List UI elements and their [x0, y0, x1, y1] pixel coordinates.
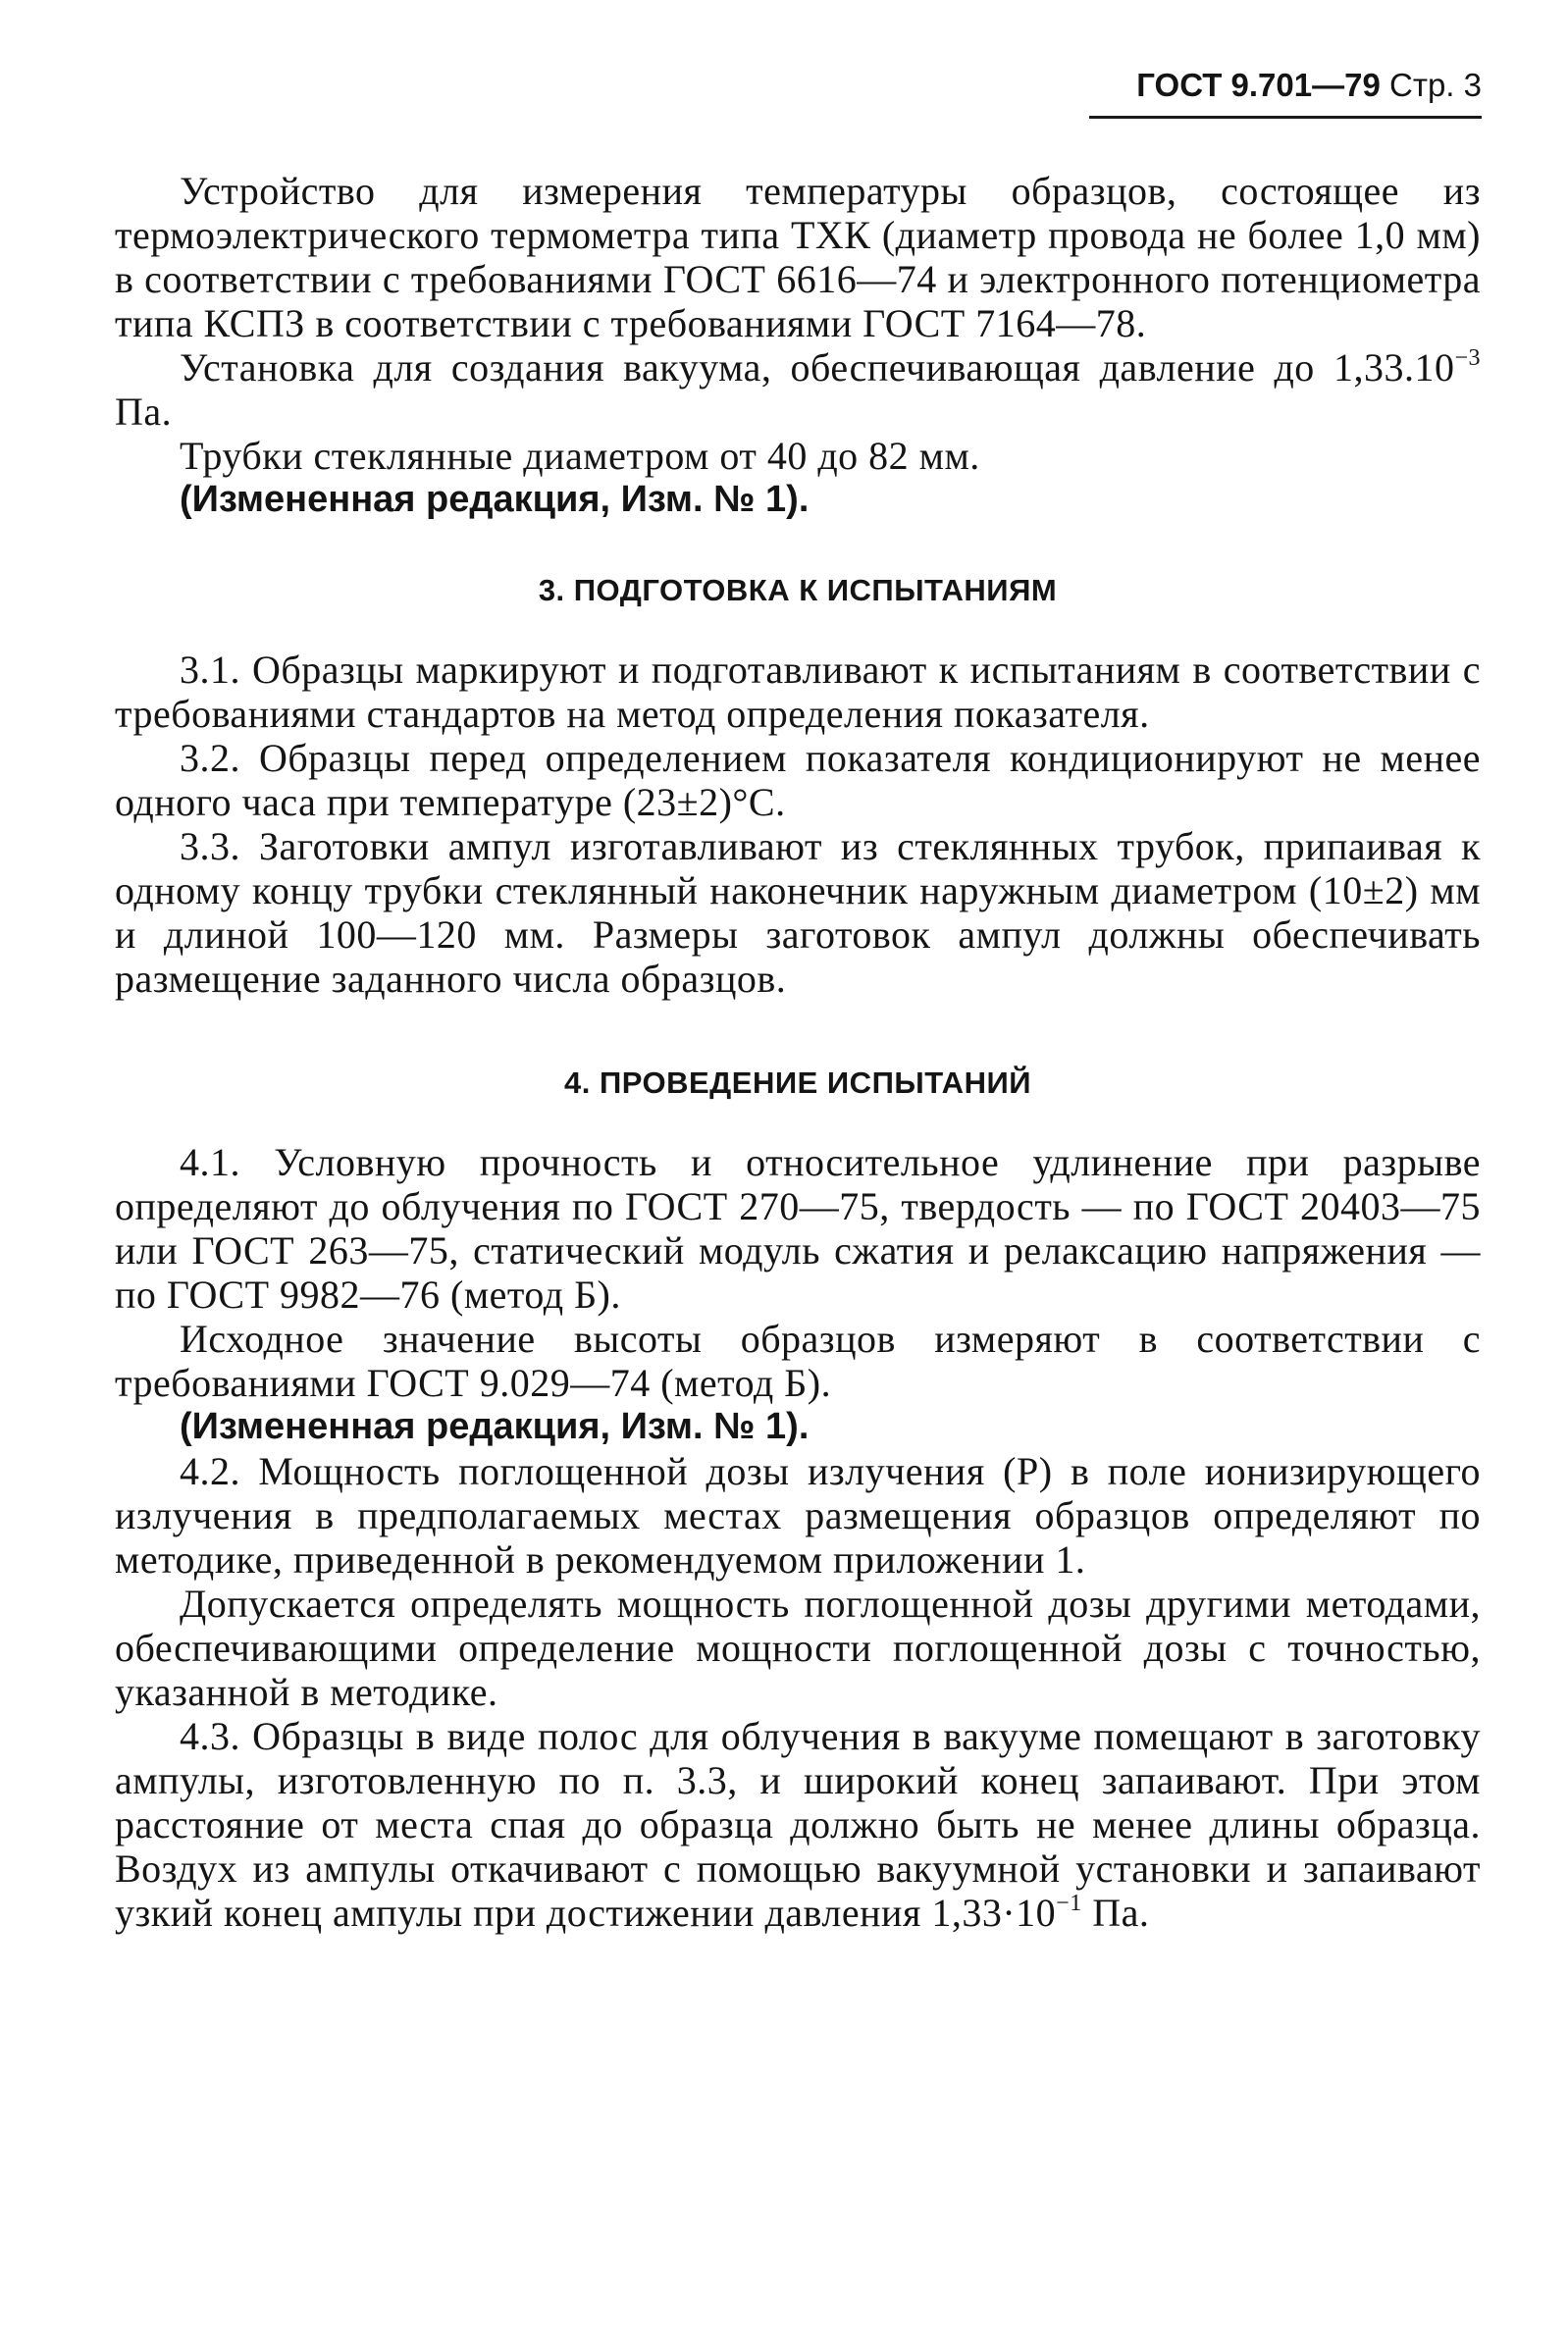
paragraph-temperature-device: Устройство для измерения температуры образцов, состоящее из термоэлектрического термометра типа ТХК (диаметр провода не более 1,0 мм) в соответствии с требованиями ГОСТ 6616—74 и электронного потенциометра типа КСПЗ в соответствии с требованиями ГОСТ 7164—78.: [115, 169, 1481, 345]
paragraph-glass-tubes: Трубки стеклянные диаметром от 40 до 82 мм.: [180, 434, 980, 478]
header-rule: [1089, 116, 1482, 119]
section-4-title: 4. ПРОВЕДЕНИЕ ИСПЫТАНИЙ: [563, 1066, 1032, 1100]
standard-code: ГОСТ 9.701—79: [1136, 67, 1381, 103]
paragraph-4-1-height: Исходное значение высоты образцов измеряют в соответствии с требованиями ГОСТ 9.029—74 (метод Б).: [115, 1317, 1481, 1405]
amendment-note: (Измененная редакция, Изм. № 1).: [180, 1406, 810, 1447]
paragraph-3-2: 3.2. Образцы перед определением показателя кондиционируют не менее одного часа при температуре (23±2)°С.: [115, 736, 1481, 824]
paragraph-4-3: 4.3. Образцы в виде полос для облучения в вакууме помещают в заготовку ампулы, изготовленную по п. 3.3, и широкий конец запаивают. При этом расстояние от места спая до образца должно быть не менее длины образца. Воздух из ампулы откачивают с помощью вакуумной установки и запаивают узкий конец ампулы при достижении давления $1,33\cdot 10^{-1}$ Па.: [115, 1714, 1481, 1935]
paragraph-vacuum-unit: Установка для создания вакуума, обеспечивающая давление до $1,33.10^{-3}$ Па.: [115, 344, 1481, 434]
page-header: [1089, 67, 1482, 104]
paragraph-4-2-methods: Допускается определять мощность поглощенной дозы другими методами, обеспечивающими определение мощности поглощенной дозы с точностью, указанной в методике.: [115, 1582, 1481, 1714]
paragraph-4-1: 4.1. Условную прочность и относительное удлинение при разрыве определяют до облучения по ГОСТ 270—75, твердость — по ГОСТ 20403—75 или ГОСТ 263—75, статический модуль сжатия и релаксацию напряжения — по ГОСТ 9982—76 (метод Б).: [115, 1140, 1481, 1317]
amendment-note: (Измененная редакция, Изм. № 1).: [180, 479, 810, 520]
page-content: [115, 169, 1481, 1935]
page-number: Стр. 3: [1389, 67, 1482, 103]
paragraph-3-3: 3.3. Заготовки ампул изготавливают из стеклянных трубок, припаивая к одному концу трубки стеклянный наконечник наружным диаметром (10±2) мм и длиной 100—120 мм. Размеры заготовок ампул должны обеспечивать размещение заданного числа образцов.: [115, 824, 1481, 1001]
section-3-title: 3. ПОДГОТОВКА К ИСПЫТАНИЯМ: [538, 573, 1058, 607]
paragraph-3-1: 3.1. Образцы маркируют и подготавливают к испытаниям в соответствии с требованиями стандартов на метод определения показателя.: [115, 648, 1481, 736]
paragraph-4-2: 4.2. Мощность поглощенной дозы излучения (P) в поле ионизирующего излучения в предполагаемых местах размещения образцов определяют по методике, приведенной в рекомендуемом приложении 1.: [115, 1449, 1481, 1582]
